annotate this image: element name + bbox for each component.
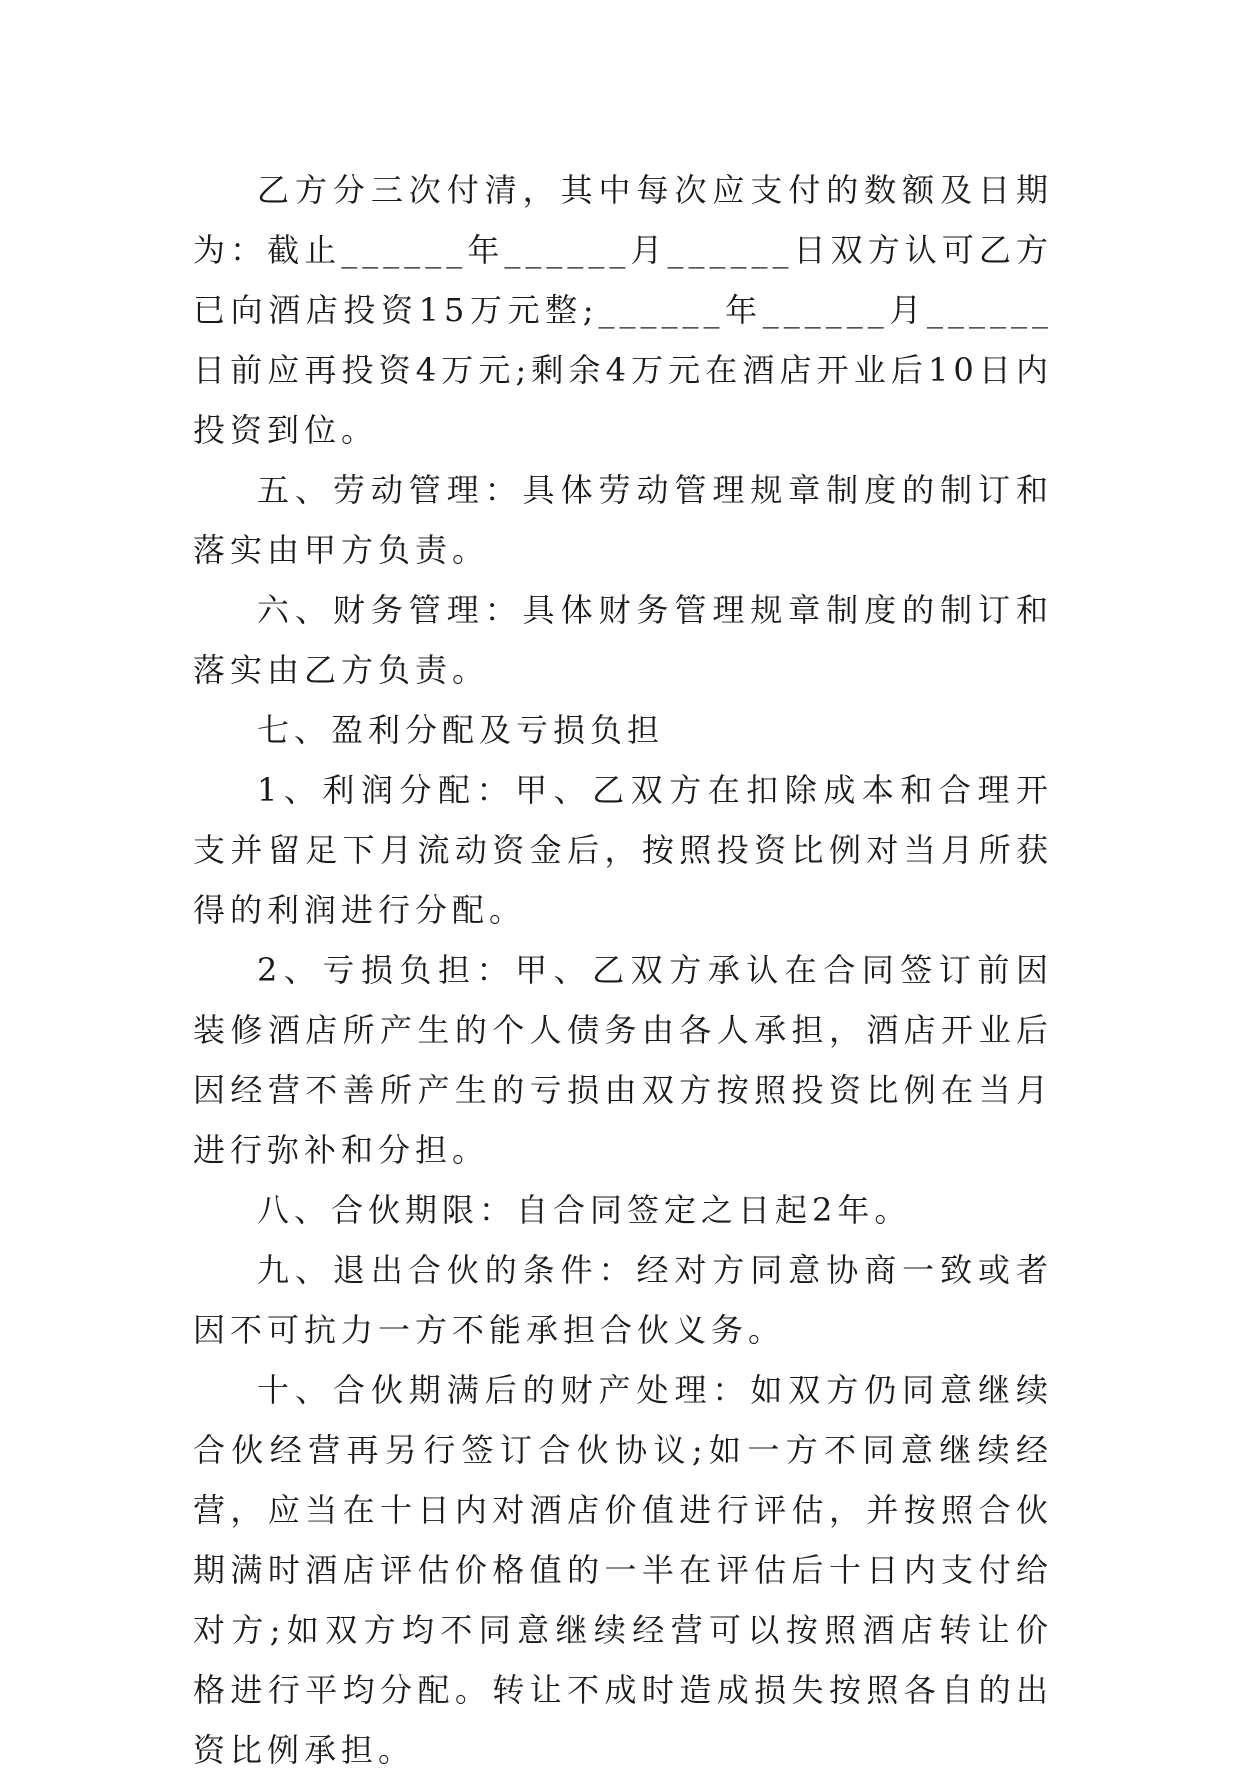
- paragraph-financial-management: 六、财务管理：具体财务管理规章制度的制订和落实由乙方负责。: [193, 591, 1053, 689]
- paragraph-payment-schedule: 乙方分三次付清，其中每次应支付的数额及日期为：截止______年______月______日双方认可乙方已向酒店投资15万元整;______年______月______日前应再投资4万元;剩余4万元在酒店开业后10日内投资到位。: [193, 171, 1053, 449]
- paragraph-partnership-term: 八、合伙期限：自合同签定之日起2年。: [257, 1191, 912, 1229]
- paragraph-profit-distribution: 1、利润分配：甲、乙双方在扣除成本和合理开支并留足下月流动资金后，按照投资比例对当月所获得的利润进行分配。: [193, 771, 1053, 929]
- paragraph-loss-bearing: 2、亏损负担：甲、乙双方承认在合同签订前因装修酒店所产生的个人债务由各人承担，酒店开业后因经营不善所产生的亏损由双方按照投资比例在当月进行弥补和分担。: [193, 951, 1053, 1169]
- paragraph-property-disposal: 十、合伙期满后的财产处理：如双方仍同意继续合伙经营再另行签订合伙协议;如一方不同意继续经营，应当在十日内对酒店价值进行评估，并按照合伙期满时酒店评估价格值的一半在评估后十日内支付给对方;如双方均不同意继续经营可以按照酒店转让价格进行平均分配。转让不成时造成损失按照各自的出资比例承担。: [193, 1371, 1053, 1769]
- paragraph-withdrawal-conditions: 九、退出合伙的条件：经对方同意协商一致或者因不可抗力一方不能承担合伙义务。: [193, 1251, 1053, 1349]
- document-body: [193, 160, 1053, 1780]
- paragraph-profit-loss-heading: 七、盈利分配及亏损负担: [257, 711, 665, 749]
- paragraph-labor-management: 五、劳动管理：具体劳动管理规章制度的制订和落实由甲方负责。: [193, 471, 1053, 569]
